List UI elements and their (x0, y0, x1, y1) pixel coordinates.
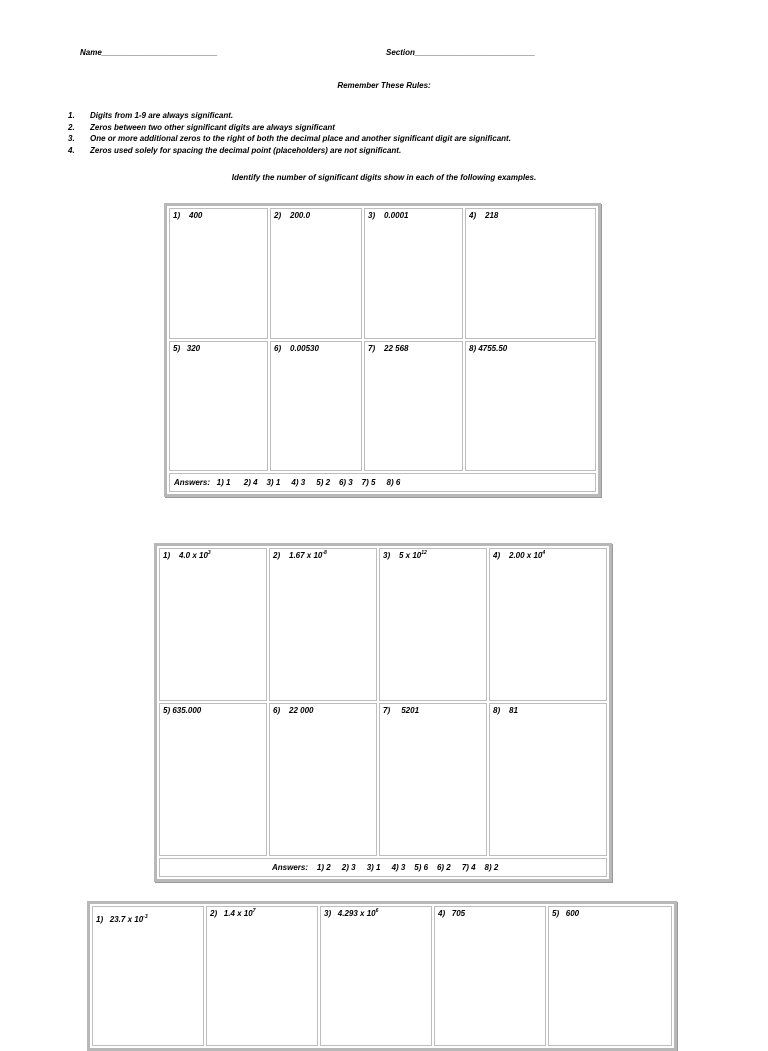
worksheet-table-1 (164, 203, 601, 497)
problem-cell[interactable]: 7) 22 568 (364, 341, 463, 471)
problem-cell[interactable]: 4) 218 (465, 208, 596, 339)
problem-base: 6) 22 000 (273, 706, 314, 715)
problem-cell[interactable] (548, 906, 672, 1046)
problem-base: 1) 4.0 x 10 (163, 551, 208, 560)
rule-4 (68, 145, 511, 157)
problem-cell[interactable] (269, 703, 377, 856)
problem-base: 5) 635.000 (163, 706, 202, 715)
rules-title: Remember These Rules: (337, 81, 431, 90)
rule-number: 3. (68, 134, 75, 143)
exponent: -8 (322, 550, 327, 556)
problem-cell[interactable] (320, 906, 432, 1046)
problem-cell[interactable] (159, 703, 267, 856)
problem-cell[interactable] (379, 703, 487, 856)
rule-text: Zeros between two other significant digits are always significant (90, 122, 335, 132)
problem-cell[interactable] (489, 548, 607, 701)
problem-base: 7) 5201 (383, 706, 420, 715)
problem-cell[interactable] (159, 548, 267, 701)
rule-text: One or more additional zeros to the right of both the decimal place and another significant digit are significant. (90, 134, 511, 143)
name-field[interactable]: Name__________________________ (80, 48, 218, 57)
exponent: 12 (421, 550, 427, 556)
exponent: 7 (252, 908, 256, 914)
instruction-text: Identify the number of significant digits show in each of the following examples. (231, 173, 537, 182)
problem-cell[interactable]: 5) 320 (169, 341, 268, 471)
rule-3 (68, 133, 511, 145)
problem-cell[interactable] (269, 548, 377, 701)
problem-cell[interactable]: 8) 4755.50 (465, 341, 596, 471)
problem-cell[interactable]: 3) 0.0001 (364, 208, 463, 339)
rule-2 (68, 122, 511, 134)
exponent: -3 (143, 914, 148, 920)
problem-cell[interactable] (434, 906, 546, 1046)
worksheet-table-2 (154, 543, 612, 882)
problem-cell[interactable]: 6) 0.00530 (270, 341, 362, 471)
problem-base: 2) 1.67 x 10 (273, 551, 323, 560)
problem-cell[interactable] (92, 906, 204, 1046)
rule-text: Digits from 1-9 are always significant. (90, 111, 234, 120)
rule-number: 1. (68, 111, 75, 120)
problem-base: 4) 2.00 x 10 (493, 551, 543, 560)
problem-base: 1) 23.7 x 10 (96, 915, 144, 924)
problem-base: 8) 81 (493, 706, 518, 715)
rule-text: Zeros used solely for spacing the decimal point (placeholders) are not significant. (90, 145, 402, 155)
problem-cell[interactable] (489, 703, 607, 856)
problem-base: 4) 705 (438, 909, 466, 918)
rules-list (68, 110, 511, 156)
problem-base: 2) 1.4 x 10 (210, 909, 253, 918)
problem-cell[interactable] (379, 548, 487, 701)
exponent: 6 (375, 908, 379, 914)
rule-number: 2. (68, 122, 75, 132)
problem-base: 5) 600 (552, 909, 580, 918)
problem-base: 3) 5 x 10 (383, 551, 422, 560)
answers-row: Answers: 1) 2 2) 3 3) 1 4) 3 5) 6 6) 2 7) 4 8) 2 (159, 858, 607, 877)
rule-number: 4. (68, 145, 75, 155)
worksheet-table-3 (87, 901, 677, 1051)
problem-base: 3) 4.293 x 10 (324, 909, 376, 918)
answers-row: Answers: 1) 1 2) 4 3) 1 4) 3 5) 2 6) 3 7) 5 8) 6 (169, 473, 596, 492)
problem-cell[interactable] (206, 906, 318, 1046)
rule-1 (68, 110, 511, 122)
problem-cell[interactable]: 1) 400 (169, 208, 268, 339)
problem-cell[interactable]: 2) 200.0 (270, 208, 362, 339)
exponent: 4 (542, 550, 546, 556)
section-field[interactable]: Section___________________________ (386, 48, 536, 57)
exponent: 3 (207, 550, 211, 556)
